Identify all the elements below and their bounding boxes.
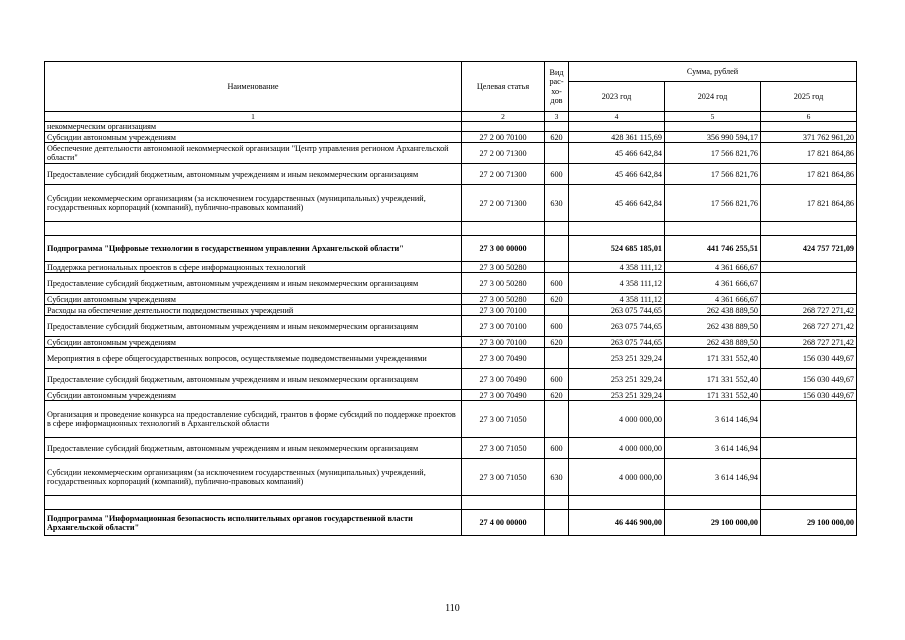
row-target-code [462,496,545,510]
row-sum-2024: 29 100 000,00 [665,510,761,536]
table-row [45,294,857,305]
row-sum-2024 [665,122,761,132]
table-row [45,510,857,536]
row-sum-2024: 441 746 255,51 [665,236,761,262]
row-sum-2023: 4 000 000,00 [569,459,665,496]
row-expense-type: 620 [545,337,569,348]
table-row [45,222,857,236]
row-name: Поддержка региональных проектов в сфере информационных технологий [45,262,462,273]
row-expense-type [545,236,569,262]
row-expense-type: 600 [545,164,569,185]
row-name: Организация и проведение конкурса на предоставление субсидий, грантов в форме субсидий по поддержке проектов в сфере информационных технологий в Архангельской области [45,401,462,438]
row-sum-2025 [761,459,857,496]
row-sum-2024: 262 438 889,50 [665,316,761,337]
row-target-code: 27 3 00 50280 [462,262,545,273]
row-expense-type [545,348,569,369]
row-sum-2023: 428 361 115,69 [569,132,665,143]
row-sum-2023: 46 446 900,00 [569,510,665,536]
row-sum-2024: 356 990 594,17 [665,132,761,143]
table-row [45,459,857,496]
row-sum-2024: 262 438 889,50 [665,305,761,316]
row-sum-2025: 268 727 271,42 [761,305,857,316]
row-sum-2023: 263 075 744,65 [569,316,665,337]
row-sum-2025: 268 727 271,42 [761,337,857,348]
row-name [45,222,462,236]
header-row-top [45,62,857,82]
table-row [45,236,857,262]
row-target-code: 27 3 00 70100 [462,316,545,337]
column-number: 5 [665,112,761,122]
table-row [45,305,857,316]
row-sum-2025: 29 100 000,00 [761,510,857,536]
row-sum-2023: 4 000 000,00 [569,401,665,438]
header-vid: Вид рас-хо-дов [545,62,569,112]
row-sum-2023: 524 685 185,01 [569,236,665,262]
table-row [45,496,857,510]
row-sum-2023: 253 251 329,24 [569,390,665,401]
row-sum-2023: 263 075 744,65 [569,305,665,316]
row-sum-2024: 4 361 666,67 [665,273,761,294]
table-row [45,401,857,438]
row-sum-2025: 156 030 449,67 [761,369,857,390]
row-sum-2025: 17 821 864,86 [761,164,857,185]
header-year-2025: 2025 год [761,82,857,112]
row-expense-type: 620 [545,390,569,401]
row-name: Мероприятия в сфере общегосударственных вопросов, осуществляемые подведомственными учреждениями [45,348,462,369]
row-sum-2024 [665,496,761,510]
row-sum-2024: 4 361 666,67 [665,294,761,305]
row-target-code: 27 3 00 70100 [462,305,545,316]
row-sum-2024: 17 566 821,76 [665,185,761,222]
row-sum-2025: 156 030 449,67 [761,390,857,401]
row-name: Субсидии автономным учреждениям [45,294,462,305]
row-target-code: 27 3 00 71050 [462,401,545,438]
row-sum-2023: 45 466 642,84 [569,143,665,164]
table-row [45,122,857,132]
row-sum-2023: 4 358 111,12 [569,262,665,273]
column-number-row [45,112,857,122]
row-expense-type [545,305,569,316]
row-sum-2025 [761,262,857,273]
table-row [45,143,857,164]
row-target-code: 27 2 00 71300 [462,164,545,185]
row-target-code: 27 4 00 00000 [462,510,545,536]
row-name: некоммерческим организациям [45,122,462,132]
row-sum-2025: 17 821 864,86 [761,143,857,164]
row-sum-2023: 4 358 111,12 [569,294,665,305]
row-sum-2025 [761,294,857,305]
row-name: Подпрограмма "Цифровые технологии в государственном управлении Архангельской области" [45,236,462,262]
row-name: Предоставление субсидий бюджетным, автономным учреждениям и иным некоммерческим организациям [45,316,462,337]
row-target-code: 27 3 00 70490 [462,348,545,369]
table-row [45,337,857,348]
table-row [45,185,857,222]
row-sum-2025: 17 821 864,86 [761,185,857,222]
row-sum-2024: 3 614 146,94 [665,438,761,459]
column-number: 4 [569,112,665,122]
row-sum-2025 [761,122,857,132]
row-target-code: 27 3 00 00000 [462,236,545,262]
header-sum: Сумма, рублей [569,62,857,82]
row-name: Субсидии некоммерческим организациям (за исключением государственных (муниципальных) учреждений, государственных корпораций (компаний), публично-правовых компаний) [45,459,462,496]
row-target-code: 27 2 00 71300 [462,143,545,164]
row-expense-type [545,222,569,236]
row-expense-type [545,143,569,164]
row-name: Субсидии автономным учреждениям [45,132,462,143]
row-sum-2023: 4 358 111,12 [569,273,665,294]
table-row [45,273,857,294]
row-sum-2025 [761,222,857,236]
row-target-code: 27 3 00 70490 [462,369,545,390]
row-target-code: 27 2 00 71300 [462,185,545,222]
row-expense-type: 600 [545,316,569,337]
table-row [45,438,857,459]
table-row [45,316,857,337]
row-sum-2024: 3 614 146,94 [665,459,761,496]
row-sum-2024: 262 438 889,50 [665,337,761,348]
row-sum-2023: 253 251 329,24 [569,369,665,390]
row-expense-type: 620 [545,132,569,143]
row-target-code: 27 3 00 71050 [462,459,545,496]
table-row [45,262,857,273]
row-sum-2024: 171 331 552,40 [665,390,761,401]
row-sum-2024: 171 331 552,40 [665,348,761,369]
header-target: Целевая статья [462,62,545,112]
row-name: Предоставление субсидий бюджетным, автономным учреждениям и иным некоммерческим организациям [45,369,462,390]
row-expense-type: 630 [545,185,569,222]
row-target-code: 27 2 00 70100 [462,132,545,143]
row-sum-2023: 45 466 642,84 [569,164,665,185]
row-sum-2023: 263 075 744,65 [569,337,665,348]
table-row [45,390,857,401]
row-name: Предоставление субсидий бюджетным, автономным учреждениям и иным некоммерческим организациям [45,273,462,294]
row-sum-2024: 4 361 666,67 [665,262,761,273]
row-sum-2025 [761,496,857,510]
row-sum-2025: 371 762 961,20 [761,132,857,143]
page-number: 110 [445,603,460,614]
row-expense-type [545,401,569,438]
row-expense-type: 620 [545,294,569,305]
row-target-code [462,122,545,132]
row-sum-2024: 17 566 821,76 [665,164,761,185]
row-sum-2023 [569,122,665,132]
header-year-2023: 2023 год [569,82,665,112]
row-sum-2023: 253 251 329,24 [569,348,665,369]
row-target-code: 27 3 00 50280 [462,273,545,294]
row-sum-2023: 45 466 642,84 [569,185,665,222]
row-name: Субсидии автономным учреждениям [45,390,462,401]
header-year-2024: 2024 год [665,82,761,112]
table-row [45,132,857,143]
row-target-code: 27 3 00 70100 [462,337,545,348]
row-sum-2024: 3 614 146,94 [665,401,761,438]
column-number: 1 [45,112,462,122]
row-name: Субсидии некоммерческим организациям (за исключением государственных (муниципальных) учреждений, государственных корпораций (компаний), публично-правовых компаний) [45,185,462,222]
row-name: Подпрограмма "Информационная безопасность исполнительных органов государственной власти Архангельской области" [45,510,462,536]
row-sum-2024 [665,222,761,236]
row-sum-2024: 17 566 821,76 [665,143,761,164]
row-target-code: 27 3 00 71050 [462,438,545,459]
column-number: 2 [462,112,545,122]
table-row [45,164,857,185]
column-number: 6 [761,112,857,122]
row-sum-2024: 171 331 552,40 [665,369,761,390]
row-sum-2023: 4 000 000,00 [569,438,665,459]
header-name: Наименование [45,62,462,112]
row-sum-2025 [761,273,857,294]
row-name: Обеспечение деятельности автономной некоммерческой организации "Центр управления регионом Архангельской области" [45,143,462,164]
row-target-code [462,222,545,236]
row-name: Предоставление субсидий бюджетным, автономным учреждениям и иным некоммерческим организациям [45,164,462,185]
row-sum-2023 [569,222,665,236]
row-name: Расходы на обеспечение деятельности подведомственных учреждений [45,305,462,316]
row-sum-2025 [761,438,857,459]
row-expense-type: 600 [545,438,569,459]
table-row [45,369,857,390]
row-expense-type [545,122,569,132]
row-expense-type: 600 [545,273,569,294]
row-sum-2023 [569,496,665,510]
budget-table [44,61,857,536]
row-name: Субсидии автономным учреждениям [45,337,462,348]
row-sum-2025 [761,401,857,438]
row-name: Предоставление субсидий бюджетным, автономным учреждениям и иным некоммерческим организациям [45,438,462,459]
row-expense-type [545,262,569,273]
row-expense-type [545,510,569,536]
row-sum-2025: 156 030 449,67 [761,348,857,369]
row-name [45,496,462,510]
table-row [45,348,857,369]
row-target-code: 27 3 00 50280 [462,294,545,305]
row-sum-2025: 268 727 271,42 [761,316,857,337]
row-sum-2025: 424 757 721,09 [761,236,857,262]
row-target-code: 27 3 00 70490 [462,390,545,401]
row-expense-type: 600 [545,369,569,390]
row-expense-type [545,496,569,510]
row-expense-type: 630 [545,459,569,496]
column-number: 3 [545,112,569,122]
